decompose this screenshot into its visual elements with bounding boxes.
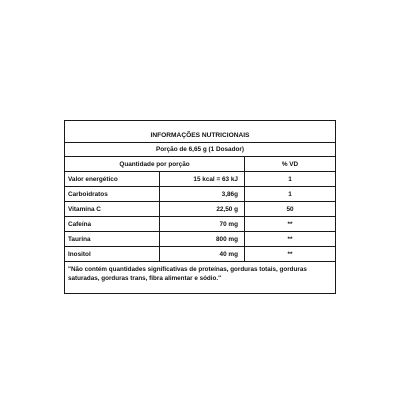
bottom-spacer — [65, 287, 335, 293]
nutrient-amount: 800 mg — [160, 232, 245, 246]
nutrient-name: Inositol — [65, 247, 160, 261]
nutrient-name: Carboidratos — [65, 187, 160, 201]
table-row — [65, 232, 335, 247]
nutrient-name: Cafeína — [65, 217, 160, 231]
nutrient-daily-value: 1 — [288, 175, 292, 183]
nutrient-amount: 70 mg — [160, 217, 245, 231]
footnote: "Não contém quantidades significativas de proteínas, gorduras totais, gorduras saturadas, gorduras trans, fibra alimentar e sódio." — [68, 266, 307, 282]
table-row — [65, 172, 335, 187]
serving-size: Porção de 6,65 g (1 Dosador) — [65, 143, 335, 157]
table-row — [65, 217, 335, 232]
nutrient-name: Taurina — [65, 232, 160, 246]
table-row — [65, 202, 335, 217]
nutrition-facts-table — [64, 120, 336, 294]
nutrient-amount: 40 mg — [160, 247, 245, 261]
table-row — [65, 187, 335, 202]
nutrient-daily-value: 1 — [288, 190, 292, 198]
nutrient-daily-value: ** — [287, 250, 293, 258]
table-header-row — [65, 157, 335, 172]
nutrient-amount: 15 kcal = 63 kJ — [160, 172, 245, 186]
nutrient-name: Valor energético — [65, 172, 160, 186]
nutrient-amount: 22,50 g — [160, 202, 245, 216]
nutrient-amount: 3,86g — [160, 187, 245, 201]
table-title: INFORMAÇÕES NUTRICIONAIS — [65, 121, 335, 143]
table-row — [65, 247, 335, 262]
nutrient-name: Vitamina C — [65, 202, 160, 216]
nutrient-daily-value: ** — [287, 235, 293, 243]
nutrient-daily-value: ** — [287, 220, 293, 228]
nutrient-daily-value: 50 — [286, 205, 294, 213]
daily-value-header: % VD — [281, 160, 299, 168]
quantity-per-serving-header: Quantidade por porção — [65, 157, 245, 171]
